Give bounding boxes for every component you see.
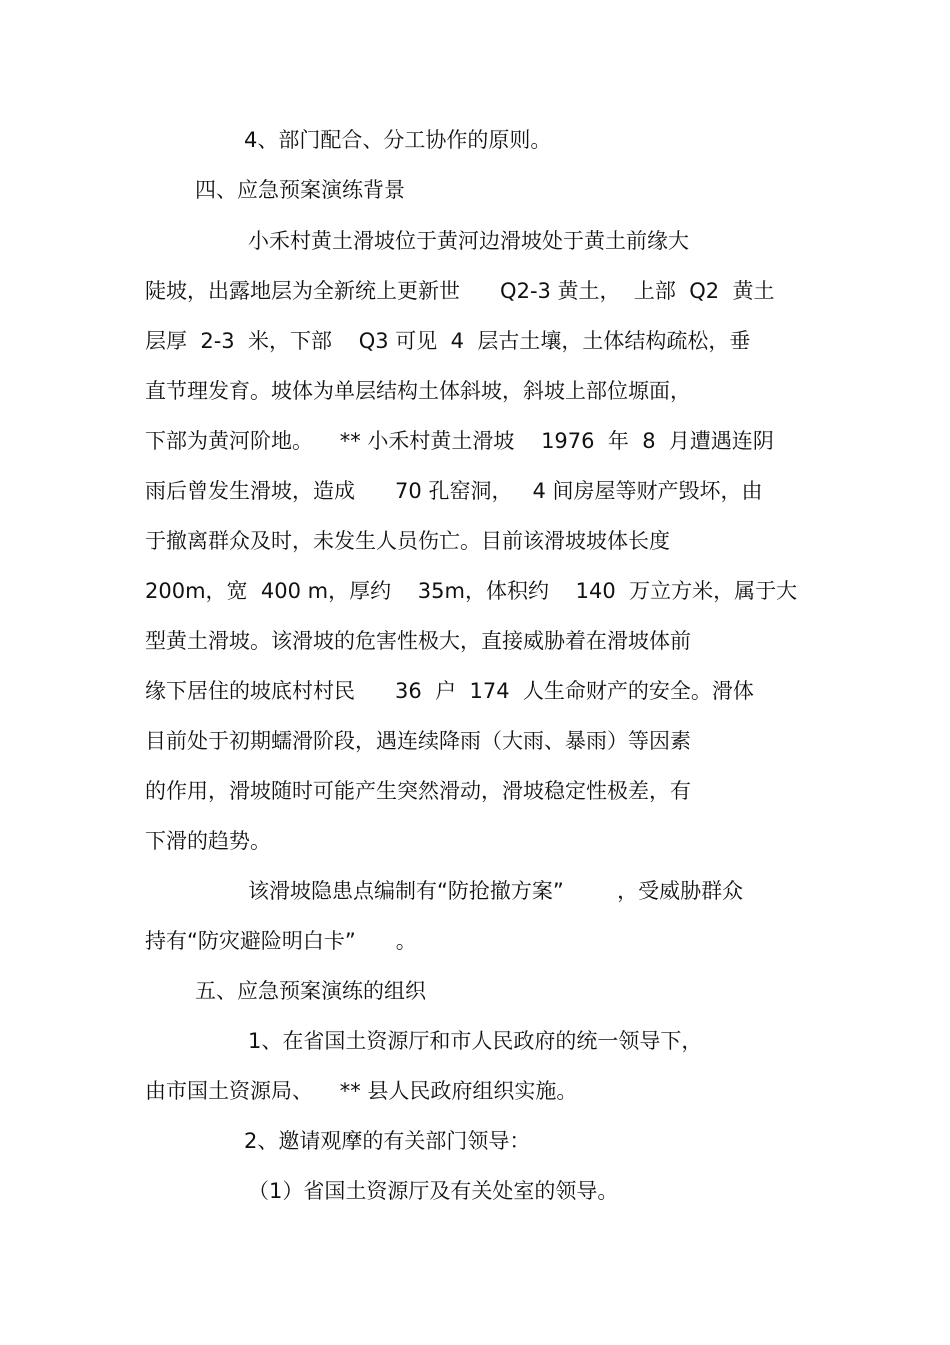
paragraph-line: 该滑坡隐患点编制有“防抢撤方案” ，受威胁群众 (248, 879, 744, 903)
paragraph-line: 陡坡，出露地层为全新统上更新世 Q2-3 黄土， 上部 Q2 黄土 (145, 279, 775, 303)
paragraph-line: 层厚 2-3 米，下部 Q3 可见 4 层古土壤，土体结构疏松，垂 (145, 329, 751, 353)
sub-item-1-line: （1）省国土资源厅及有关处室的领导。 (248, 1179, 619, 1203)
paragraph-line: 型黄土滑坡。该滑坡的危害性极大，直接威胁着在滑坡体前 (145, 629, 691, 653)
paragraph-line: 目前处于初期蠕滑阶段，遇连续降雨（大雨、暴雨）等因素 (145, 729, 691, 753)
paragraph-line: 200m，宽 400 m，厚约 35m，体积约 140 万立方米，属于大 (145, 579, 798, 603)
paragraph-line: 直节理发育。坡体为单层结构土体斜坡，斜坡上部位塬面， (145, 379, 691, 403)
paragraph-line: 下部为黄河阶地。 ** 小禾村黄土滑坡 1976 年 8 月遭遇连阴 (145, 429, 774, 453)
paragraph-line: 持有“防灾避险明白卡” 。 (145, 929, 417, 953)
paragraph-line: 下滑的趋势。 (145, 829, 271, 853)
paragraph-line: 的作用，滑坡随时可能产生突然滑动，滑坡稳定性极差，有 (145, 779, 691, 803)
list-item-1-continuation: 由市国土资源局、 ** 县人民政府组织实施。 (145, 1079, 578, 1103)
section-5-heading: 五、应急预案演练的组织 (195, 979, 426, 1003)
paragraph-line: 雨后曾发生滑坡，造成 70 孔窑洞， 4 间房屋等财产毁坏，由 (145, 479, 763, 503)
list-item-2-line: 2、邀请观摩的有关部门领导： (244, 1129, 531, 1153)
paragraph-line: 小禾村黄土滑坡位于黄河边滑坡处于黄土前缘大 (248, 229, 689, 253)
paragraph-line: 于撤离群众及时，未发生人员伤亡。目前该滑坡坡体长度 (145, 529, 670, 553)
paragraph-line: 缘下居住的坡底村村民 36 户 174 人生命财产的安全。滑体 (145, 679, 754, 703)
principle-4-line: 4、部门配合、分工协作的原则。 (244, 128, 552, 152)
list-item-1-line: 1、在省国土资源厅和市人民政府的统一领导下， (248, 1029, 703, 1053)
section-4-heading: 四、应急预案演练背景 (195, 178, 405, 202)
